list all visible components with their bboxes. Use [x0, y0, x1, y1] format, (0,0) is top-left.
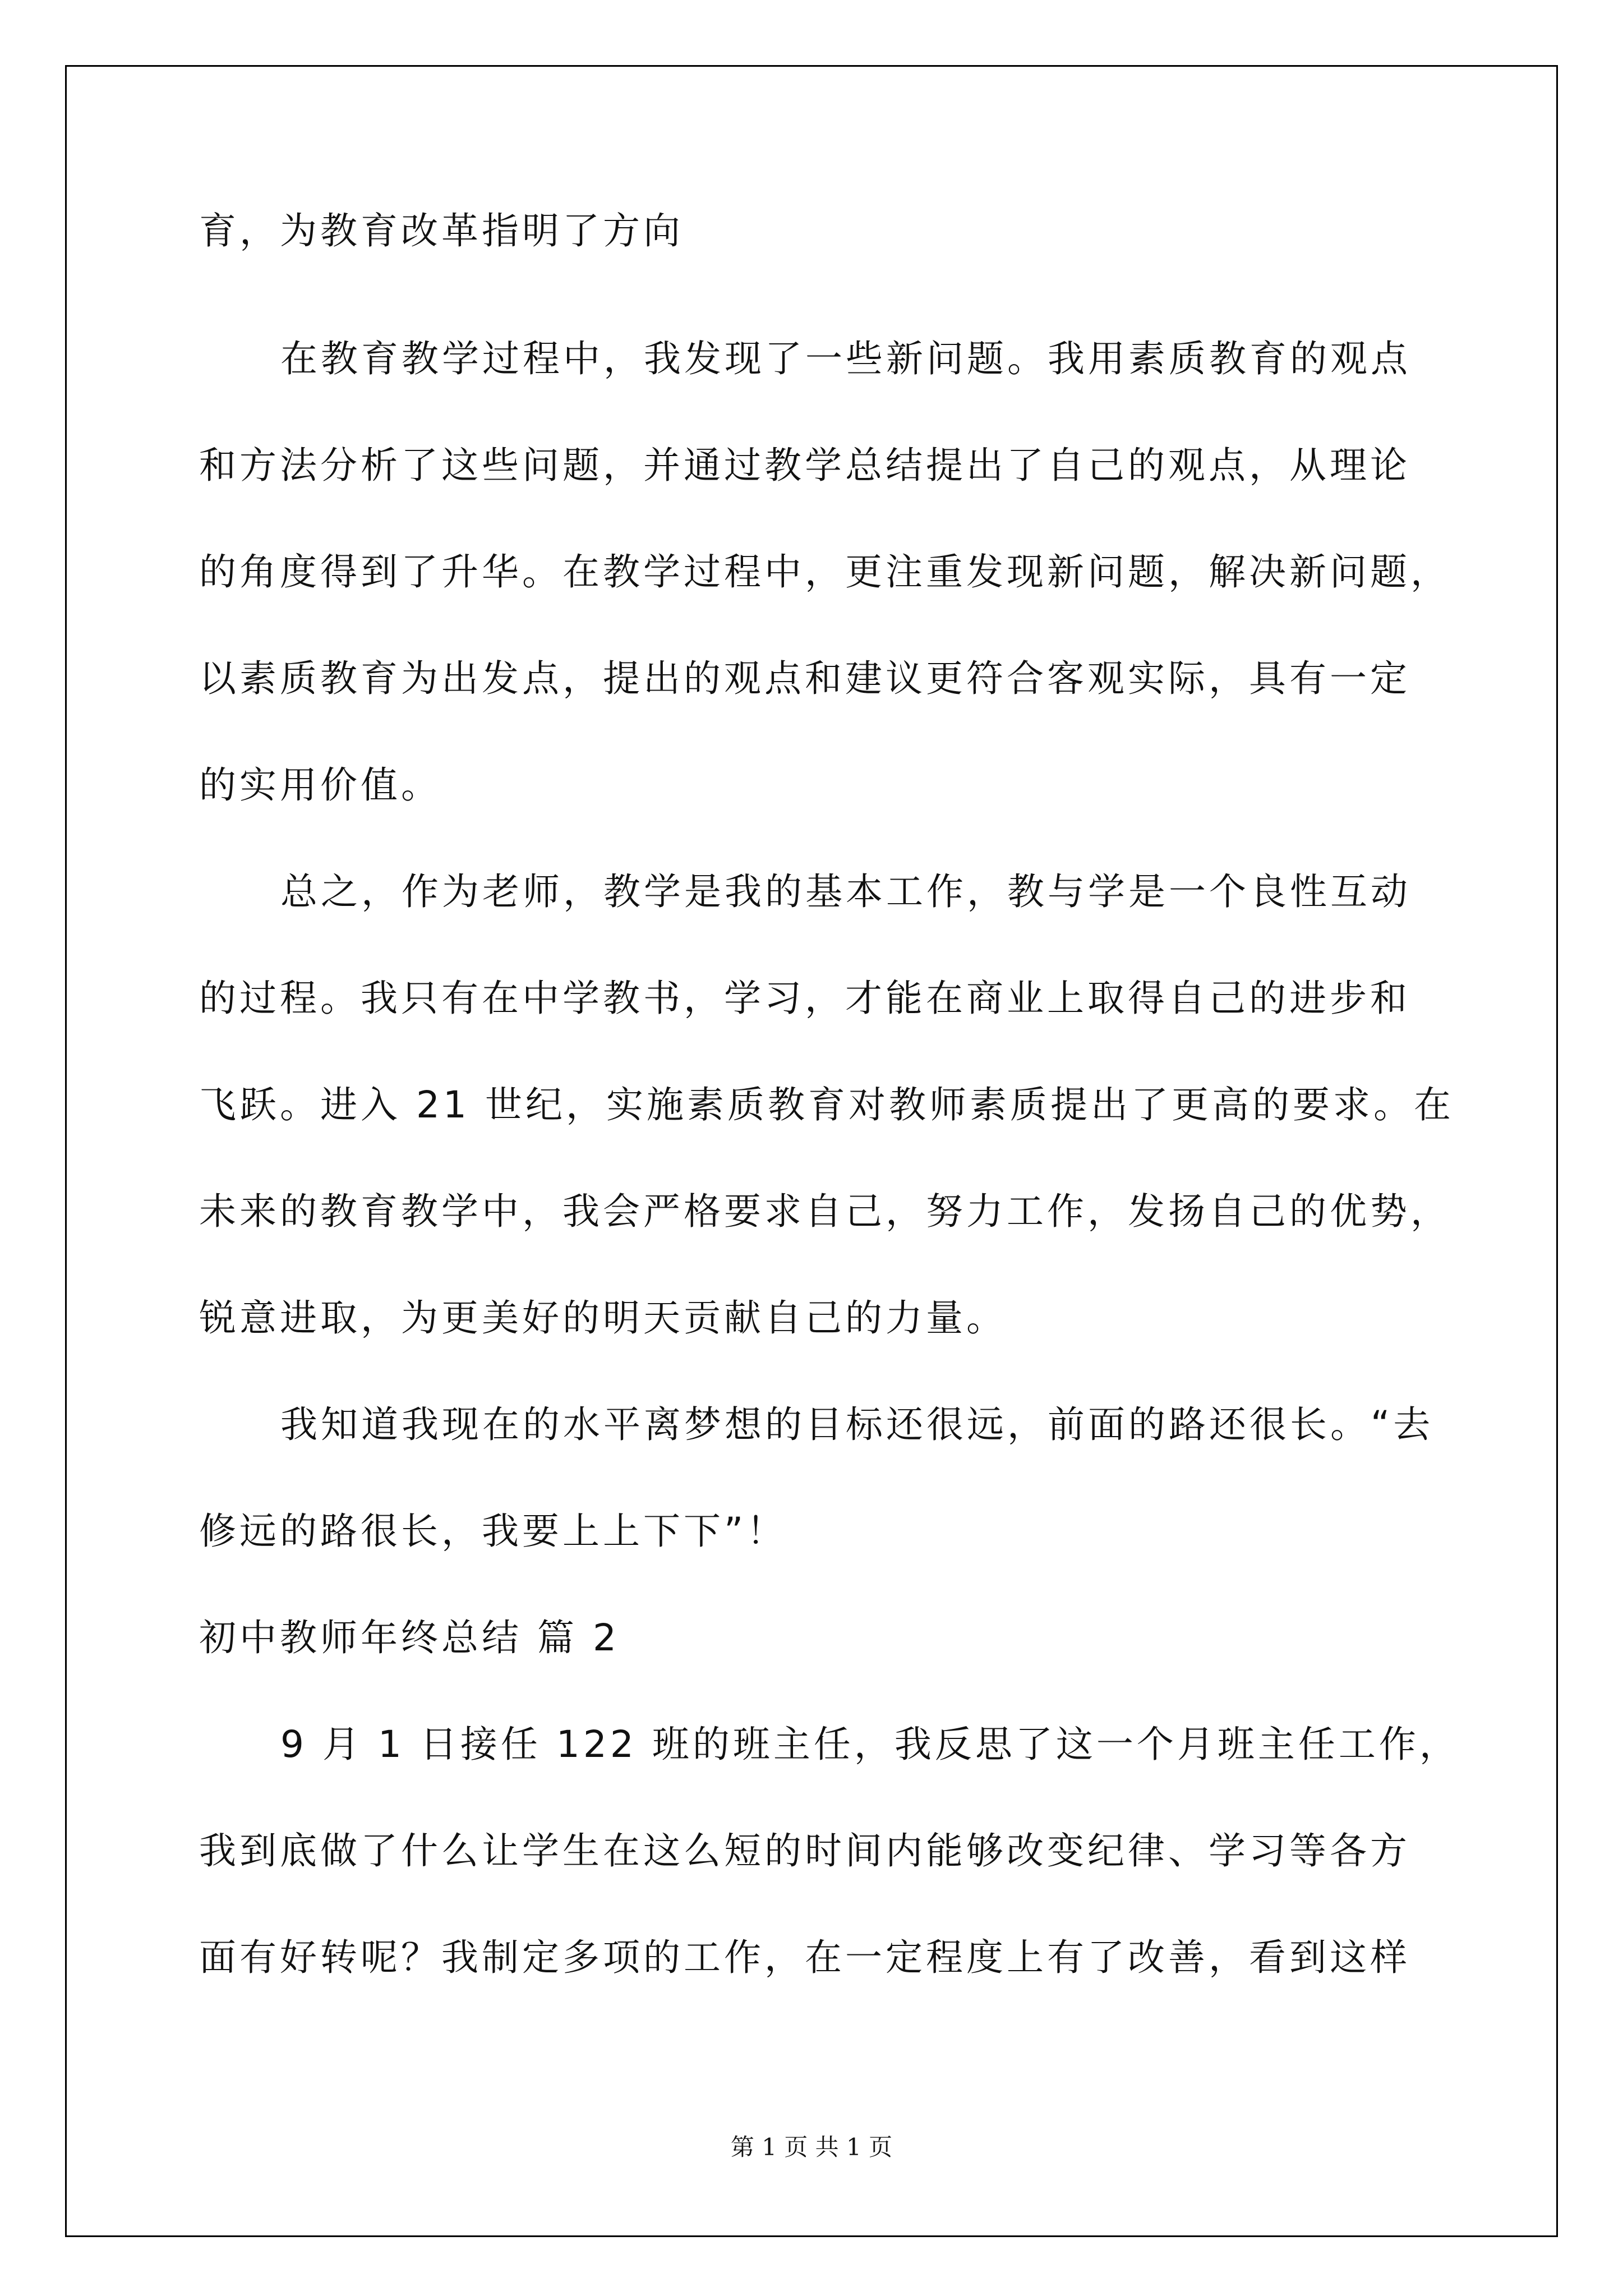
text-line: 我到底做了什么让学生在这么短的时间内能够改变纪律、学习等各方 — [199, 1829, 1410, 1872]
page-border — [65, 65, 1558, 2237]
text-line: 修远的路很长，我要上上下下”！ — [199, 1510, 787, 1553]
text-line: 的实用价值。 — [199, 763, 441, 807]
text-line: 育，为教育改革指明了方向 — [199, 209, 684, 252]
text-line: 以素质教育为出发点，提出的观点和建议更符合客观实际，具有一定 — [199, 657, 1410, 700]
paragraph-first-line: 我知道我现在的水平离梦想的目标还很远，前面的路还很长。“去 — [280, 1403, 1434, 1446]
text-line: 锐意进取，为更美好的明天贡献自己的力量。 — [199, 1296, 1007, 1340]
paragraph-first-line: 在教育教学过程中，我发现了一些新问题。我用素质教育的观点 — [280, 337, 1411, 380]
text-line: 飞跃。进入 21 世纪，实施素质教育对教师素质提出了更高的要求。在 — [199, 1083, 1454, 1126]
page-number-footer: 第 1 页 共 1 页 — [730, 2133, 893, 2161]
section-heading: 初中教师年终总结 篇 2 — [199, 1616, 620, 1659]
text-line: 面有好转呢？我制定多项的工作，在一定程度上有了改善，看到这样 — [199, 1936, 1410, 1979]
text-line: 的角度得到了升华。在教学过程中，更注重发现新问题，解决新问题， — [199, 550, 1451, 593]
text-line: 的过程。我只有在中学教书，学习，才能在商业上取得自己的进步和 — [199, 977, 1410, 1020]
paragraph-first-line: 总之，作为老师，教学是我的基本工作，教与学是一个良性互动 — [280, 870, 1411, 913]
paragraph-first-line: 9 月 1 日接任 122 班的班主任，我反思了这一个月班主任工作， — [280, 1723, 1460, 1766]
text-line: 未来的教育教学中，我会严格要求自己，努力工作，发扬自己的优势， — [199, 1190, 1451, 1233]
text-line: 和方法分析了这些问题，并通过教学总结提出了自己的观点，从理论 — [199, 444, 1410, 487]
